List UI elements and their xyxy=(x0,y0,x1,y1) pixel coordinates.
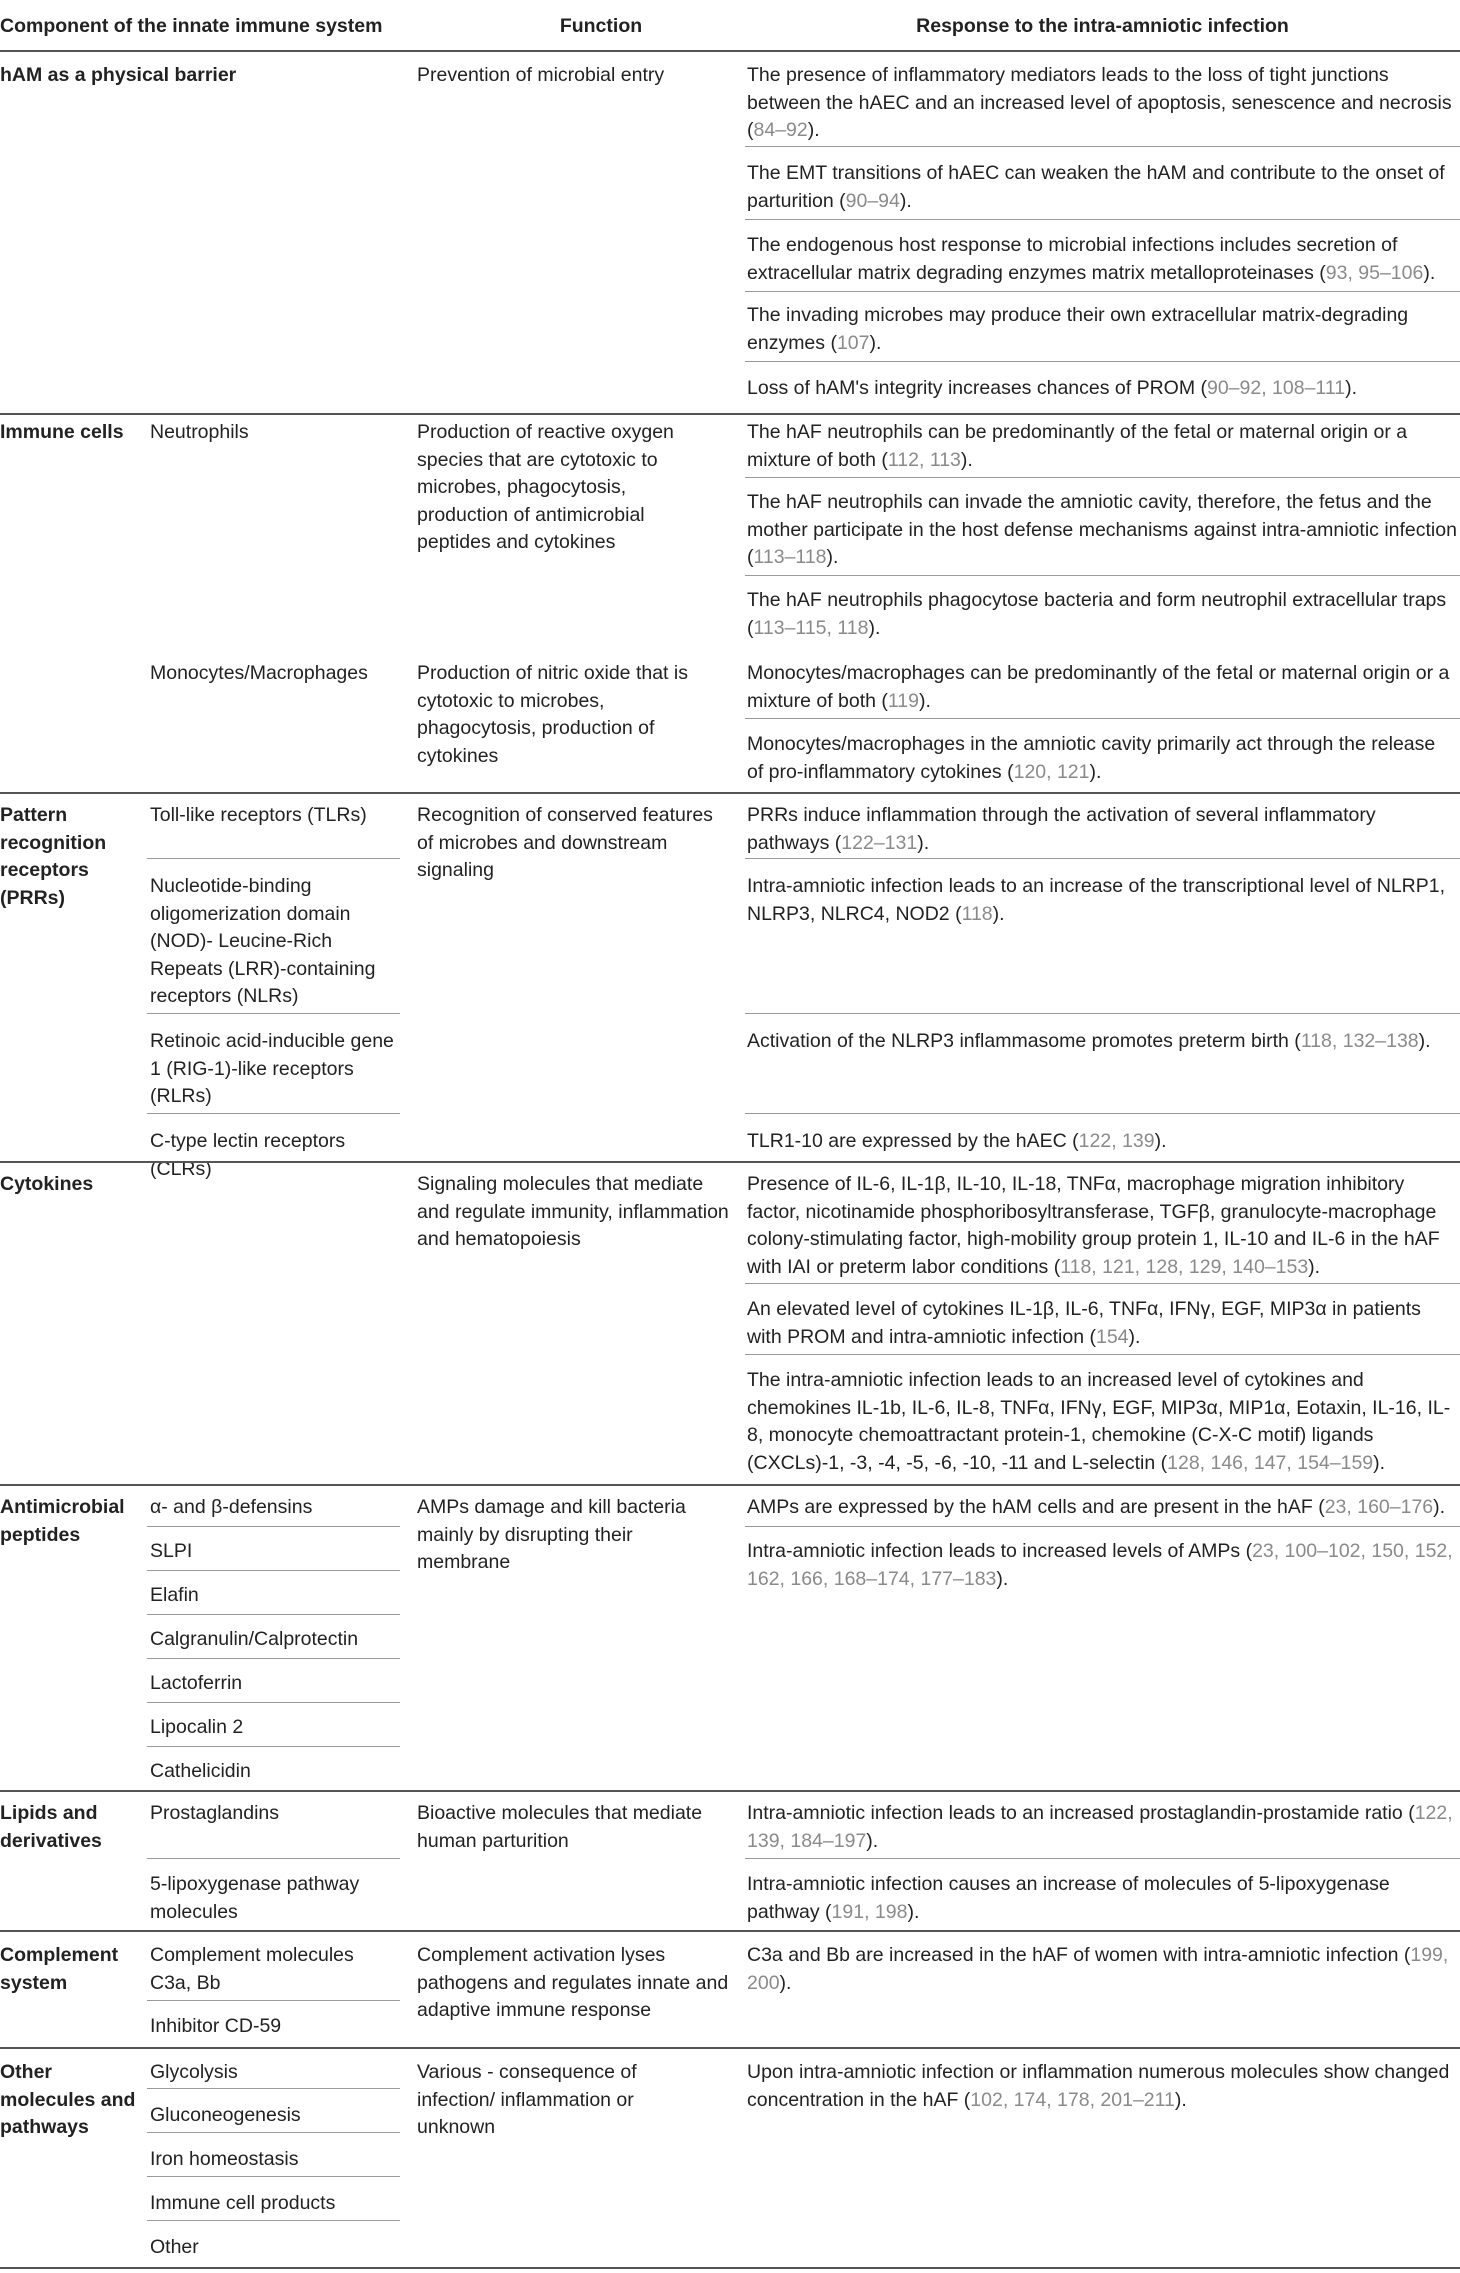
sub-5-lipoxygenase: 5-lipoxygenase pathway molecules xyxy=(150,1873,360,1923)
function-prr: Recognition of conserved features of microbes and downstream signaling xyxy=(417,804,713,881)
function-ham: Prevention of microbial entry xyxy=(417,64,665,86)
response-lipids-1: Intra-amniotic infection leads to an increased prostaglandin-prostamide ratio (122, 139, 184–197). xyxy=(747,1802,1453,1852)
sub-elafin: Elafin xyxy=(150,1584,199,1606)
section-divider xyxy=(0,2047,1460,2049)
sub-divider xyxy=(147,1113,400,1114)
row-divider xyxy=(745,219,1460,220)
response-prr-2: Intra-amniotic infection leads to an increase of the transcriptional level of NLRP1, NLRP3, NLRC4, NOD2 (118). xyxy=(747,875,1446,925)
function-lipids: Bioactive molecules that mediate human parturition xyxy=(417,1802,703,1852)
row-divider xyxy=(745,1526,1460,1527)
sub-divider xyxy=(147,2220,400,2221)
response-cytokines-2: An elevated level of cytokines IL-1β, IL-6, TNFα, IFNγ, EGF, MIP3α in patients with PROM and intra-amniotic infection (154). xyxy=(747,1298,1421,1348)
sub-immune-cell-products: Immune cell products xyxy=(150,2192,336,2214)
response-amp-1: AMPs are expressed by the hAM cells and are present in the hAF (23, 160–176). xyxy=(747,1496,1446,1518)
row-divider xyxy=(745,477,1460,478)
response-cytokines-1: Presence of IL-6, IL-1β, IL-10, IL-18, TNFα, macrophage migration inhibitory factor, nicotinamide phosphoribosyltransferase, TGFβ, granulocyte-macrophage colony-stimulating factor, high-mobility group protein 1, IL-10 and IL-6 in the hAF with IAI or preterm labor conditions (118, 121, 128, 129, 140–153). xyxy=(747,1173,1440,1278)
sub-iron-homeostasis: Iron homeostasis xyxy=(150,2148,299,2170)
table-bottom-border xyxy=(0,2267,1460,2269)
response-ham-4: The invading microbes may produce their own extracellular matrix-degrading enzymes (107). xyxy=(747,304,1409,354)
category-prr: Pattern recognition receptors (PRRs) xyxy=(0,804,107,909)
row-divider xyxy=(745,1354,1460,1355)
header-function: Function xyxy=(559,15,643,37)
sub-prostaglandins: Prostaglandins xyxy=(150,1802,279,1824)
sub-glycolysis: Glycolysis xyxy=(150,2061,238,2083)
header-divider xyxy=(0,50,1460,52)
response-prr-1: PRRs induce inflammation through the activation of several inflammatory pathways (122–131). xyxy=(747,804,1376,854)
sub-other: Other xyxy=(150,2236,199,2258)
response-complement-1: C3a and Bb are increased in the hAF of women with intra-amniotic infection (199, 200). xyxy=(747,1944,1449,1994)
function-complement: Complement activation lyses pathogens and regulates innate and adaptive immune response xyxy=(417,1944,729,2021)
category-immune-cells: Immune cells xyxy=(0,421,124,443)
sub-lipocalin: Lipocalin 2 xyxy=(150,1716,244,1738)
sub-cd59: Inhibitor CD-59 xyxy=(150,2015,282,2037)
section-divider xyxy=(0,1484,1460,1486)
sub-lactoferrin: Lactoferrin xyxy=(150,1672,243,1694)
sub-divider xyxy=(147,2088,400,2089)
sub-slpi: SLPI xyxy=(150,1540,193,1562)
response-neutrophils-1: The hAF neutrophils can be predominantly of the fetal or maternal origin or a mixture of both (112, 113). xyxy=(747,421,1408,471)
sub-divider xyxy=(147,1614,400,1615)
row-divider xyxy=(745,1113,1460,1114)
header-component: Component of the innate immune system xyxy=(0,15,383,37)
response-lipids-2: Intra-amniotic infection causes an increase of molecules of 5-lipoxygenase pathway (191, 198). xyxy=(747,1873,1390,1923)
sub-rlr: Retinoic acid-inducible gene 1 (RIG-1)-like receptors (RLRs) xyxy=(150,1030,394,1107)
category-cytokines: Cytokines xyxy=(0,1173,94,1195)
function-monocytes: Production of nitric oxide that is cytotoxic to microbes, phagocytosis, production of cytokines xyxy=(417,662,688,767)
response-ham-2: The EMT transitions of hAEC can weaken the hAM and contribute to the onset of parturition (90–94). xyxy=(747,162,1445,212)
response-ham-1: The presence of inflammatory mediators leads to the loss of tight junctions between the hAEC and an increased level of apoptosis, senescence and necrosis (84–92). xyxy=(747,64,1452,141)
sub-divider xyxy=(147,2132,400,2133)
category-lipids: Lipids and derivatives xyxy=(0,1802,102,1852)
sub-divider xyxy=(147,1658,400,1659)
section-divider xyxy=(0,792,1460,794)
function-amp: AMPs damage and kill bacteria mainly by disrupting their membrane xyxy=(417,1496,686,1573)
sub-neutrophils: Neutrophils xyxy=(150,421,249,443)
sub-tlr: Toll-like receptors (TLRs) xyxy=(150,804,367,826)
sub-divider xyxy=(147,1526,400,1527)
sub-divider xyxy=(147,858,400,859)
row-divider xyxy=(745,291,1460,292)
sub-calgranulin: Calgranulin/Calprotectin xyxy=(150,1628,359,1650)
row-divider xyxy=(745,718,1460,719)
header-response: Response to the intra-amniotic infection xyxy=(916,15,1289,37)
sub-divider xyxy=(147,1570,400,1571)
row-divider xyxy=(745,1858,1460,1859)
section-divider xyxy=(0,413,1460,415)
response-prr-3: Activation of the NLRP3 inflammasome promotes preterm birth (118, 132–138). xyxy=(747,1030,1431,1052)
sub-cathelicidin: Cathelicidin xyxy=(150,1760,251,1782)
section-divider xyxy=(0,1790,1460,1792)
sub-gluconeogenesis: Gluconeogenesis xyxy=(150,2104,301,2126)
sub-divider xyxy=(147,1702,400,1703)
sub-nlr: Nucleotide-binding oligomerization domain (NOD)- Leucine-Rich Repeats (LRR)-containing receptors (NLRs) xyxy=(150,875,376,1007)
category-complement: Complement system xyxy=(0,1944,119,1994)
sub-divider xyxy=(147,2176,400,2177)
row-divider xyxy=(745,146,1460,147)
row-divider xyxy=(745,361,1460,362)
category-other: Other molecules and pathways xyxy=(0,2061,136,2138)
response-ham-3: The endogenous host response to microbial infections includes secretion of extracellular matrix degrading enzymes matrix metalloproteinases (93, 95–106). xyxy=(747,234,1436,284)
section-divider xyxy=(0,1930,1460,1932)
response-monocytes-2: Monocytes/macrophages in the amniotic cavity primarily act through the release of pro-inflammatory cytokines (120, 121). xyxy=(747,733,1436,783)
row-divider xyxy=(745,1283,1460,1284)
response-neutrophils-3: The hAF neutrophils phagocytose bacteria and form neutrophil extracellular traps (113–115, 118). xyxy=(747,589,1447,639)
sub-divider xyxy=(147,1858,400,1859)
function-other: Various - consequence of infection/ inflammation or unknown xyxy=(417,2061,637,2138)
sub-divider xyxy=(147,2000,400,2001)
sub-divider xyxy=(147,1746,400,1747)
section-divider xyxy=(0,1161,1460,1163)
row-divider xyxy=(745,858,1460,859)
row-divider xyxy=(745,575,1460,576)
response-monocytes-1: Monocytes/macrophages can be predominantly of the fetal or maternal origin or a mixture of both (119). xyxy=(747,662,1450,712)
row-divider xyxy=(745,1013,1460,1014)
sub-complement-molecules: Complement molecules C3a, Bb xyxy=(150,1944,354,1994)
response-ham-5: Loss of hAM's integrity increases chances of PROM (90–92, 108–111). xyxy=(747,377,1357,399)
response-amp-2: Intra-amniotic infection leads to increased levels of AMPs (23, 100–102, 150, 152, 162, 166, 168–174, 177–183). xyxy=(747,1540,1453,1590)
category-amp: Antimicrobial peptides xyxy=(0,1496,125,1546)
sub-defensins: α- and β-defensins xyxy=(150,1496,313,1518)
function-cytokines: Signaling molecules that mediate and regulate immunity, inflammation and hematopoiesis xyxy=(417,1173,729,1250)
response-neutrophils-2: The hAF neutrophils can invade the amniotic cavity, therefore, the fetus and the mother participate in the host defense mechanisms against intra-amniotic infection (113–118). xyxy=(747,491,1457,568)
category-ham: hAM as a physical barrier xyxy=(0,64,237,86)
response-cytokines-3: The intra-amniotic infection leads to an increased level of cytokines and chemokines IL-1b, IL-6, IL-8, TNFα, IFNγ, EGF, MIP3α, MIP1α, Eotaxin, IL-16, IL-8, monocyte chemoattractant protein-1, chemokine (C-X-C motif) ligands (CXCLs)-1, -3, -4, -5, -6, -10, -11 and L-selectin (128, 146, 147, 154–159). xyxy=(747,1369,1451,1474)
sub-clr: C-type lectin receptors (CLRs) xyxy=(150,1130,346,1180)
sub-monocytes: Monocytes/Macrophages xyxy=(150,662,368,684)
function-neutrophils: Production of reactive oxygen species that are cytotoxic to microbes, phagocytosis, production of antimicrobial peptides and cytokines xyxy=(417,421,674,553)
response-prr-4: TLR1-10 are expressed by the hAEC (122, 139). xyxy=(747,1130,1167,1152)
response-other-1: Upon intra-amniotic infection or inflammation numerous molecules show changed concentration in the hAF (102, 174, 178, 201–211). xyxy=(747,2061,1450,2111)
sub-divider xyxy=(147,1013,400,1014)
